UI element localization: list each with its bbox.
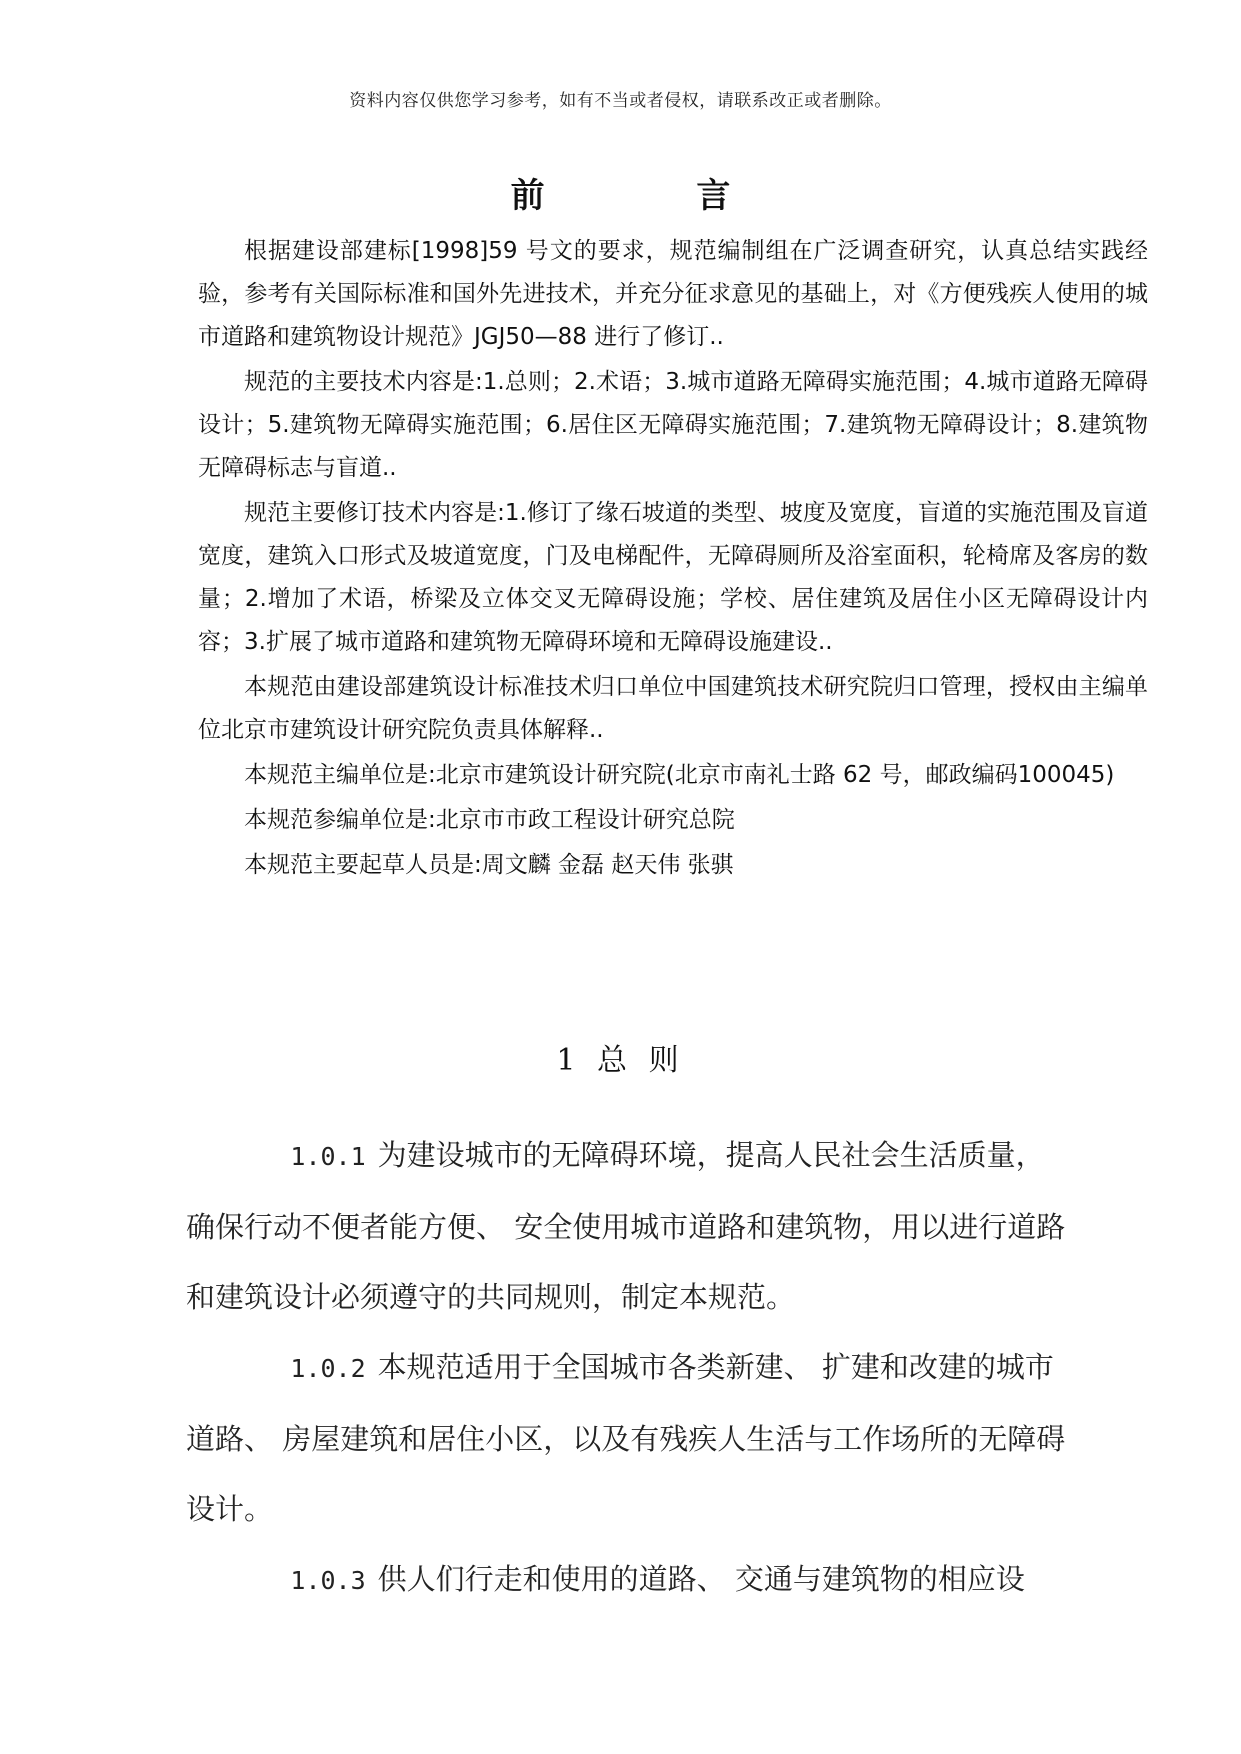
disclaimer-note: 资料内容仅供您学习参考，如有不当或者侵权，请联系改正或者删除。 (349, 91, 892, 111)
preface-paragraph: 本规范主要起草人员是:周文麟 金磊 赵天伟 张骐 (244, 852, 734, 878)
clause (186, 1120, 1066, 1332)
clause-list (186, 1120, 1066, 1616)
clause (186, 1544, 1066, 1616)
preface-paragraph: 规范主要修订技术内容是:1.修订了缘石坡道的类型、坡度及宽度，盲道的实施范围及盲道宽度，建筑入口形式及坡道宽度，门及电梯配件，无障碍厕所及浴室面积，轮椅席及客房的数量；2.增加了术语，桥梁及立体交叉无障碍设施；学校、居住建筑及居住小区无障碍设计内容；3.扩展了城市道路和建筑物无障碍环境和无障碍设施建设.. (198, 500, 1148, 655)
clause-text: 为建设城市的无障碍环境，提高人民社会生活质量，确保行动不便者能方便、 安全使用城市道路和建筑物，用以进行道路和建筑设计必须遵守的共同规则，制定本规范。 (186, 1138, 1066, 1314)
preface-paragraph: 本规范参编单位是:北京市市政工程设计研究总院 (244, 807, 735, 833)
preface-paragraph: 规范的主要技术内容是:1.总则；2.术语；3.城市道路无障碍实施范围；4.城市道路无障碍设计；5.建筑物无障碍实施范围；6.居住区无障碍实施范围；7.建筑物无障碍设计；8.建筑物无障碍标志与盲道.. (198, 369, 1148, 481)
clause-text: 本规范适用于全国城市各类新建、 扩建和改建的城市道路、 房屋建筑和居住小区，以及有残疾人生活与工作场所的无障碍设计。 (186, 1350, 1066, 1526)
clause (186, 1332, 1066, 1544)
clause-number: 1.0.1 (290, 1142, 366, 1171)
clause-number: 1.0.3 (290, 1566, 366, 1595)
section-title: 1 总 则 (556, 1043, 685, 1078)
preface-paragraph: 本规范主编单位是:北京市建筑设计研究院(北京市南礼士路 62 号，邮政编码100045) (244, 762, 1115, 788)
preface-body (198, 230, 1148, 889)
preface-title: 前 言 (510, 176, 801, 216)
preface-paragraph: 根据建设部建标[1998]59 号文的要求，规范编制组在广泛调查研究，认真总结实践经验，参考有关国际标准和国外先进技术，并充分征求意见的基础上，对《方便残疾人使用的城市道路和建筑物设计规范》JGJ50—88 进行了修订.. (198, 238, 1148, 350)
clause-text: 供人们行走和使用的道路、 交通与建筑物的相应设 (377, 1562, 1025, 1596)
clause-number: 1.0.2 (290, 1354, 366, 1383)
preface-paragraph: 本规范由建设部建筑设计标准技术归口单位中国建筑技术研究院归口管理，授权由主编单位北京市建筑设计研究院负责具体解释.. (198, 674, 1148, 743)
